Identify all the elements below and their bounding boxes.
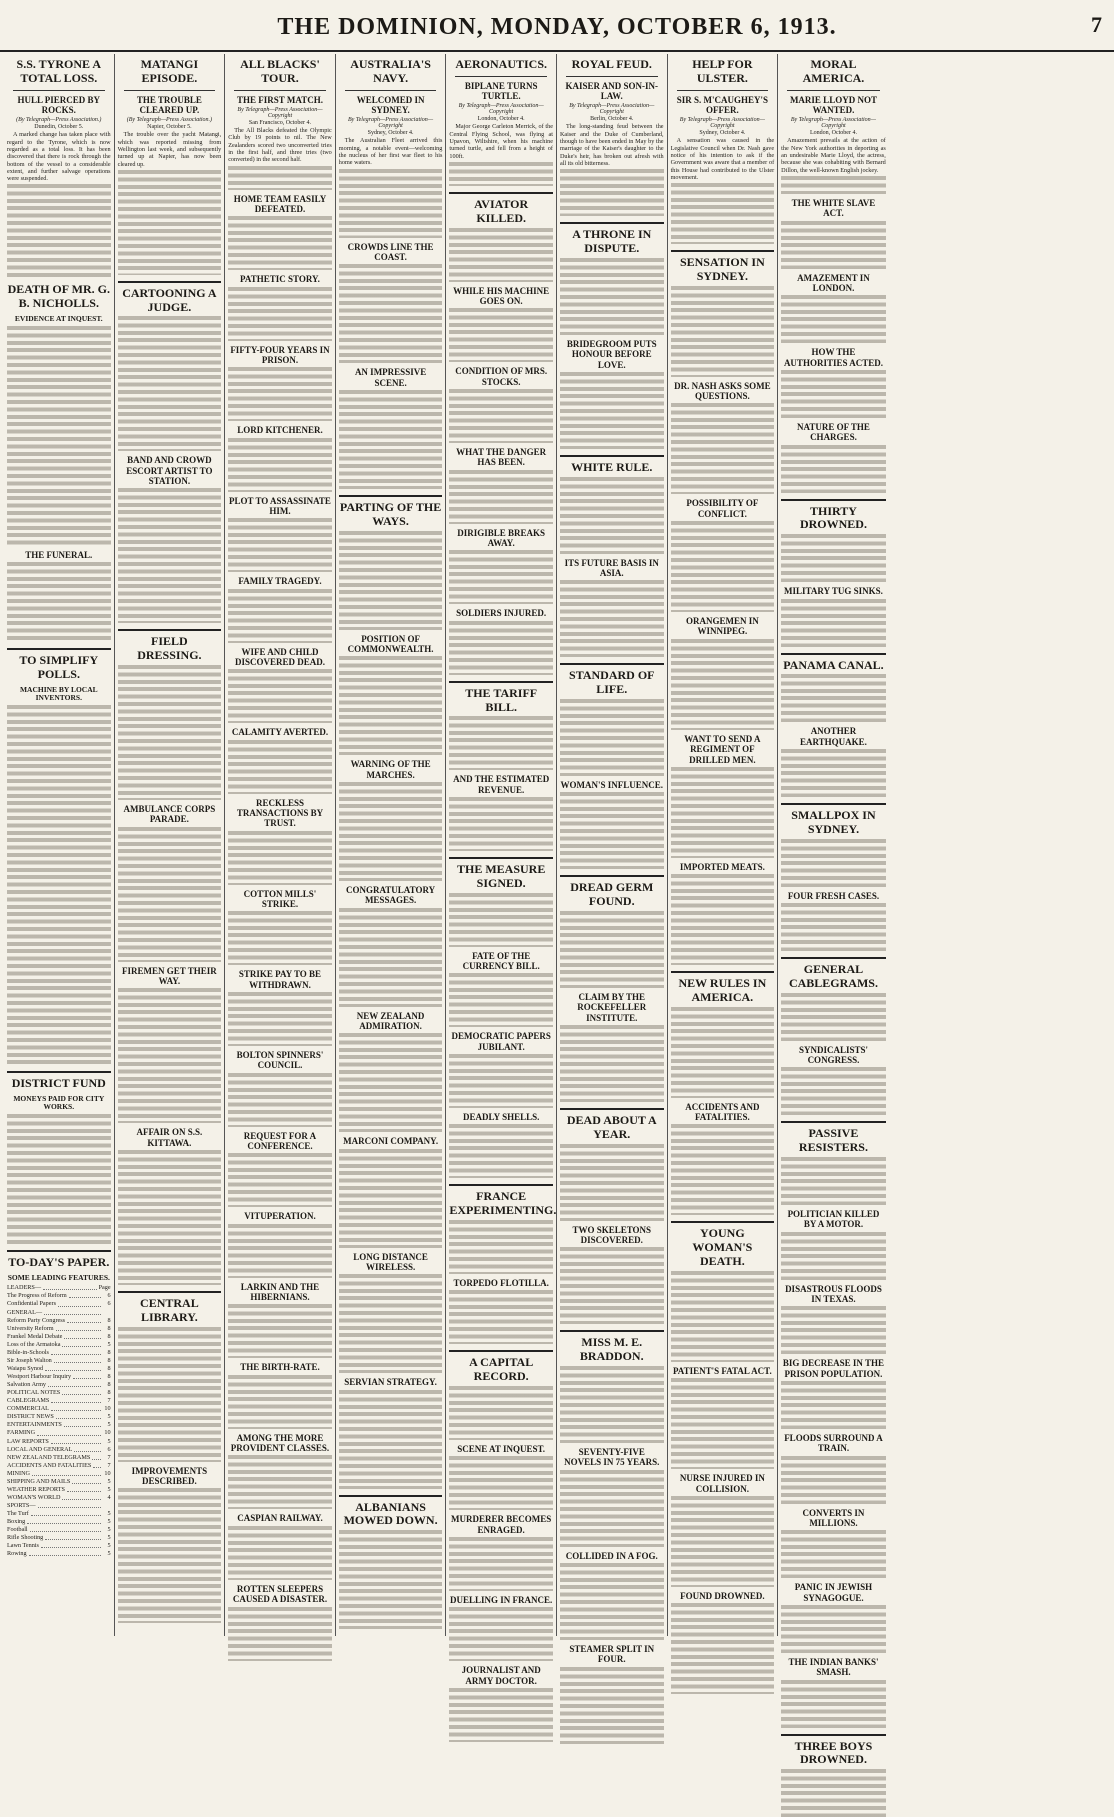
index-row bbox=[7, 1333, 111, 1341]
index-page: 5 bbox=[107, 1518, 111, 1526]
index-page: 6 bbox=[107, 1300, 111, 1308]
credit-line: By Telegraph—Press Association—Copyright bbox=[790, 117, 877, 130]
subheadline: PANAMA CANAL. bbox=[783, 657, 884, 672]
dateline: London, October 4. bbox=[477, 116, 525, 123]
index-row bbox=[7, 1357, 111, 1365]
index-page: 8 bbox=[107, 1348, 111, 1356]
index-row bbox=[7, 1365, 111, 1373]
subheadline: SIR S. M'CAUGHEY'S OFFER. bbox=[676, 94, 768, 115]
index-label: Westport Harbour Inquiry bbox=[7, 1373, 72, 1381]
subheadline: STANDARD OF LIFE. bbox=[569, 668, 655, 697]
subheadline: WELCOMED IN SYDNEY. bbox=[356, 94, 425, 115]
index-row bbox=[7, 1534, 111, 1542]
index-label: Sir Joseph Walton bbox=[7, 1356, 52, 1364]
subheadline: SYNDICALISTS' CONGRESS. bbox=[798, 1044, 868, 1065]
subheadline: SOME LEADING FEATURES. bbox=[7, 1272, 110, 1282]
subheadline: FRANCE EXPERIMENTING. bbox=[449, 1189, 557, 1218]
headline: DISTRICT FUND bbox=[11, 1075, 106, 1090]
index-page: 10 bbox=[104, 1469, 111, 1477]
index-row bbox=[7, 1438, 111, 1446]
subheadline: A CAPITAL RECORD. bbox=[469, 1355, 534, 1384]
index-row bbox=[7, 1405, 111, 1413]
subheadline: THE BIRTH-RATE. bbox=[240, 1362, 320, 1373]
subheadline: FATE OF THE CURRENCY BILL. bbox=[462, 950, 540, 971]
index-page: 8 bbox=[107, 1332, 111, 1340]
index-row bbox=[7, 1429, 111, 1437]
index-label: The Turf bbox=[7, 1510, 29, 1518]
headline: MORAL AMERICA. bbox=[802, 57, 865, 85]
credit-line: By Telegraph—Press Association—Copyright bbox=[237, 106, 323, 119]
index-row bbox=[7, 1462, 111, 1470]
subheadline: STRIKE PAY TO BE WITHDRAWN. bbox=[238, 969, 322, 990]
subheadline: CENTRAL LIBRARY. bbox=[140, 1296, 199, 1324]
index-page: 5 bbox=[107, 1534, 111, 1542]
lead-paragraph: The long-standing feud between the Kaiser and the Duke of Cumberland, though to have been ended in May by the marriage of the Kaiser's daughter to the Duke's heir, has broken out afresh with all its old bitterness. bbox=[559, 123, 664, 168]
subheadline: HOME TEAM EASILY DEFEATED. bbox=[233, 193, 327, 214]
subheadline: TORPEDO FLOTILLA. bbox=[453, 1277, 549, 1288]
subheadline: ACCIDENTS AND FATALITIES. bbox=[685, 1101, 760, 1123]
subheadline: MONEYS PAID FOR CITY WORKS. bbox=[13, 1093, 105, 1112]
index-page: 7 bbox=[107, 1453, 111, 1461]
index-label: Rowing bbox=[7, 1550, 27, 1558]
subheadline: REQUEST FOR A CONFERENCE. bbox=[243, 1130, 317, 1152]
credit-line: By Telegraph—Press Association—Copyright bbox=[569, 103, 655, 116]
index-row bbox=[7, 1454, 111, 1462]
subheadline: WHILE HIS MACHINE GOES ON. bbox=[453, 285, 550, 306]
index-page: 5 bbox=[107, 1510, 111, 1518]
subheadline: ORANGEMEN IN WINNIPEG. bbox=[685, 616, 759, 637]
index-label: FARMING bbox=[7, 1429, 36, 1437]
subheadline: ANOTHER EARTHQUAKE. bbox=[799, 726, 867, 747]
dateline: Sydney, October 4. bbox=[367, 130, 414, 137]
subheadline: SEVENTY-FIVE NOVELS IN 75 YEARS. bbox=[564, 1446, 660, 1468]
index-label: GENERAL— bbox=[7, 1308, 43, 1316]
dateline: Dunedin, October 5. bbox=[34, 124, 84, 131]
index-row bbox=[7, 1446, 111, 1454]
subheadline: HULL PIERCED BY ROCKS. bbox=[17, 94, 101, 115]
credit-line: (By Telegraph—Press Association.) bbox=[126, 117, 213, 124]
subheadline: COTTON MILLS' STRIKE. bbox=[243, 888, 317, 909]
subheadline: AFFAIR ON S.S. KITTAWA. bbox=[136, 1127, 203, 1148]
subheadline: NEW ZEALAND ADMIRATION. bbox=[356, 1010, 425, 1031]
index-page: 7 bbox=[107, 1397, 111, 1405]
subheadline: PASSIVE RESISTERS. bbox=[798, 1126, 868, 1155]
headline: AUSTRALIA'S NAVY. bbox=[350, 57, 431, 85]
headline: ALL BLACKS' TOUR. bbox=[240, 57, 320, 85]
lead-paragraph: The All Blacks defeated the Olympic Club by 19 points to nil. The New Zealanders scored two unconverted tries in the first half, and three tries (two converted) in the second half. bbox=[228, 126, 332, 164]
subheadline: PARTING OF THE WAYS. bbox=[339, 499, 442, 528]
subheadline: SENSATION IN SYDNEY. bbox=[679, 255, 765, 283]
subheadline: MARCONI COMPANY. bbox=[343, 1136, 439, 1147]
subheadline: THIRTY DROWNED. bbox=[799, 503, 867, 532]
index-label: NEW ZEALAND TELEGRAMS bbox=[7, 1453, 91, 1461]
column-2 bbox=[115, 54, 226, 1636]
newspaper-title: THE DOMINION, MONDAY, OCTOBER 6, 1913. bbox=[277, 14, 837, 40]
subheadline: THE FIRST MATCH. bbox=[237, 94, 323, 105]
index-label: Football bbox=[7, 1526, 28, 1534]
index-row bbox=[7, 1510, 111, 1518]
index-row bbox=[7, 1325, 111, 1333]
credit-line: By Telegraph—Press Association—Copyright bbox=[458, 103, 544, 116]
column-8 bbox=[778, 54, 889, 1767]
index-row bbox=[7, 1486, 111, 1494]
index-label: The Progress of Reform bbox=[7, 1292, 67, 1300]
subheadline: CONVERTS IN MILLIONS. bbox=[802, 1507, 865, 1528]
subheadline: THE MEASURE SIGNED. bbox=[456, 862, 546, 890]
subheadline: KAISER AND SON-IN-LAW. bbox=[565, 80, 659, 102]
subheadline: MURDERER BECOMES ENRAGED. bbox=[451, 1514, 552, 1535]
index-row bbox=[7, 1349, 111, 1357]
index-label: ENTERTAINMENTS bbox=[7, 1421, 62, 1429]
subheadline: THE FUNERAL. bbox=[25, 549, 93, 560]
index-label: Waiapu Synod bbox=[7, 1364, 44, 1372]
subheadline: LORD KITCHENER. bbox=[237, 425, 323, 436]
index-label: COMMERCIAL bbox=[7, 1405, 49, 1413]
credit-line: (By Telegraph—Press Association.) bbox=[16, 117, 102, 124]
dateline: Berlin, October 4. bbox=[590, 116, 634, 123]
subheadline: MILITARY TUG SINKS. bbox=[784, 586, 883, 597]
index-page: 8 bbox=[107, 1381, 111, 1389]
subheadline: FIELD DRESSING. bbox=[137, 634, 202, 663]
index-label: Rifle Shooting bbox=[7, 1534, 44, 1542]
subheadline: SERVIAN STRATEGY. bbox=[344, 1377, 437, 1388]
lead-paragraph: A marked change has taken place with regard to the Tyrone, which is now regarded as a total loss. It has been discovered that there is rock through the bottom of the vessel to a considerable extent, and further salvage operations were suspended. bbox=[7, 131, 111, 183]
index-label: Confidential Papers bbox=[7, 1300, 56, 1308]
subheadline: FLOODS SURROUND A TRAIN. bbox=[784, 1432, 883, 1454]
subheadline: ITS FUTURE BASIS IN ASIA. bbox=[564, 557, 659, 579]
subheadline: CASPIAN RAILWAY. bbox=[237, 1513, 323, 1524]
index-row bbox=[7, 1470, 111, 1478]
subheadline: PATIENT'S FATAL ACT. bbox=[672, 1365, 772, 1376]
lead-paragraph: Amazement prevails at the action of the New York authorities in deporting as an undesirable Marie Lloyd, the actress, because she was cohabiting with Bernard Dillon, the well-known English jockey. bbox=[781, 137, 886, 174]
subheadline: RECKLESS TRANSACTIONS BY TRUST. bbox=[236, 797, 324, 829]
index-row bbox=[7, 1494, 111, 1502]
index-row bbox=[7, 1300, 111, 1308]
index-page: 10 bbox=[104, 1405, 111, 1413]
subheadline: PATHETIC STORY. bbox=[240, 274, 320, 285]
subheadline: POSITION OF COMMONWEALTH. bbox=[347, 633, 434, 654]
index-row bbox=[7, 1542, 111, 1550]
headline: MATANGI EPISODE. bbox=[140, 57, 199, 85]
subheadline: ALBANIANS MOWED DOWN. bbox=[343, 1499, 438, 1528]
index-label: WOMAN'S WORLD bbox=[7, 1493, 61, 1501]
subheadline: DEMOCRATIC PAPERS JUBILANT. bbox=[451, 1031, 551, 1052]
index-page: 5 bbox=[107, 1550, 111, 1558]
subheadline: AND THE ESTIMATED REVENUE. bbox=[453, 774, 550, 795]
subheadline: IMPORTED MEATS. bbox=[679, 861, 765, 872]
index-row bbox=[7, 1373, 111, 1381]
subheadline: DEAD ABOUT A YEAR. bbox=[566, 1113, 657, 1141]
subheadline: EVIDENCE AT INQUEST. bbox=[14, 314, 103, 324]
index-page: Page bbox=[98, 1284, 111, 1292]
subheadline: THE WHITE SLAVE ACT. bbox=[791, 197, 876, 219]
subheadline: DIRIGIBLE BREAKS AWAY. bbox=[457, 527, 546, 549]
index-row bbox=[7, 1518, 111, 1526]
index-page bbox=[103, 1309, 111, 1317]
index-row bbox=[7, 1526, 111, 1534]
dateline: Napier, October 5. bbox=[147, 124, 192, 131]
subheadline: ROTTEN SLEEPERS CAUSED A DISASTER. bbox=[232, 1583, 328, 1605]
index-page: 5 bbox=[107, 1485, 111, 1493]
index-page: 5 bbox=[107, 1437, 111, 1445]
subheadline: GENERAL CABLEGRAMS. bbox=[788, 961, 878, 990]
index-row bbox=[7, 1502, 111, 1510]
subheadline: AMBULANCE CORPS PARADE. bbox=[123, 804, 216, 825]
column-7 bbox=[668, 54, 779, 1636]
index-page: 5 bbox=[107, 1477, 111, 1485]
index-label: LOCAL AND GENERAL bbox=[7, 1445, 73, 1453]
index-page: 5 bbox=[107, 1526, 111, 1534]
columns bbox=[4, 54, 1110, 1767]
index-page: 8 bbox=[107, 1324, 111, 1332]
index-row bbox=[7, 1413, 111, 1421]
subheadline: PLOT TO ASSASSINATE HIM. bbox=[229, 495, 331, 516]
subheadline: WIFE AND CHILD DISCOVERED DEAD. bbox=[234, 646, 325, 667]
index-label: ACCIDENTS AND FATALITIES bbox=[7, 1461, 92, 1469]
subheadline: FAMILY TRAGEDY. bbox=[238, 576, 322, 587]
subheadline: YOUNG WOMAN'S DEATH. bbox=[692, 1226, 753, 1269]
subheadline: CARTOONING A JUDGE. bbox=[122, 285, 217, 314]
subheadline: HOW THE AUTHORITIES ACTED. bbox=[783, 347, 883, 368]
index-row bbox=[7, 1381, 111, 1389]
subheadline: CONDITION OF MRS. STOCKS. bbox=[455, 366, 548, 387]
index-row bbox=[7, 1292, 111, 1300]
subheadline: STEAMER SPLIT IN FOUR. bbox=[569, 1643, 655, 1665]
subheadline: MACHINE BY LOCAL INVENTORS. bbox=[19, 684, 98, 703]
masthead bbox=[0, 0, 1114, 52]
index-label: Reform Party Congress bbox=[7, 1316, 66, 1324]
dateline: San Francisco, October 4. bbox=[248, 119, 312, 126]
subheadline: WANT TO SEND A REGIMENT OF DRILLED MEN. bbox=[684, 733, 761, 765]
dateline: London, October 4. bbox=[809, 130, 857, 137]
index-label: MINING bbox=[7, 1469, 31, 1477]
index-label: WEATHER REPORTS bbox=[7, 1485, 65, 1493]
headline: AERONAUTICS. bbox=[455, 57, 548, 71]
subheadline: POLITICIAN KILLED BY A MOTOR. bbox=[787, 1208, 880, 1230]
index-page: 8 bbox=[107, 1373, 111, 1381]
subheadline: FOUR FRESH CASES. bbox=[787, 890, 880, 901]
index-page: 10 bbox=[104, 1429, 111, 1437]
subheadline: CLAIM BY THE ROCKEFELLER INSTITUTE. bbox=[577, 992, 647, 1023]
subheadline: WARNING OF THE MARCHES. bbox=[350, 759, 431, 780]
column-3 bbox=[225, 54, 336, 1636]
subheadline: DREAD GERM FOUND. bbox=[570, 880, 654, 909]
subheadline: THE TROUBLE CLEARED UP. bbox=[136, 94, 202, 115]
subheadline: DEADLY SHELLS. bbox=[462, 1111, 540, 1122]
index-page: 5 bbox=[107, 1542, 111, 1550]
subheadline: FIFTY-FOUR YEARS IN PRISON. bbox=[230, 344, 330, 365]
credit-line: By Telegraph—Press Association—Copyright bbox=[679, 117, 765, 130]
lead-paragraph: Major George Carleton Merrick, of the Central Flying School, was flying at Upavon, Wiltshire, when his machine turned turtle, and fell from a height of 100ft. bbox=[449, 123, 553, 160]
index-row bbox=[7, 1317, 111, 1325]
subheadline: BOLTON SPINNERS' COUNCIL. bbox=[236, 1050, 324, 1071]
index-page: 5 bbox=[107, 1421, 111, 1429]
subheadline: FOUND DROWNED. bbox=[680, 1590, 765, 1601]
subheadline: CALAMITY AVERTED. bbox=[231, 727, 329, 738]
index-label: Lawn Tennis bbox=[7, 1542, 39, 1550]
subheadline: BRIDEGROOM PUTS HONOUR BEFORE LOVE. bbox=[566, 338, 657, 370]
index-page: 8 bbox=[107, 1364, 111, 1372]
index-label: Boxing bbox=[7, 1518, 26, 1526]
index-label: SPORTS— bbox=[7, 1502, 36, 1510]
subheadline: AVIATOR KILLED. bbox=[474, 197, 529, 225]
subheadline: NEW RULES IN AMERICA. bbox=[678, 976, 767, 1004]
subheadline: AMAZEMENT IN LONDON. bbox=[797, 272, 870, 293]
index-row bbox=[7, 1389, 111, 1397]
subheadline: LARKIN AND THE HIBERNIANS. bbox=[240, 1281, 320, 1303]
column-4 bbox=[336, 54, 447, 1636]
index-label: LAW REPORTS bbox=[7, 1437, 49, 1445]
index-label: Salvation Army bbox=[7, 1381, 47, 1389]
index-page: 8 bbox=[107, 1356, 111, 1364]
subheadline: NURSE INJURED IN COLLISION. bbox=[679, 1473, 765, 1494]
index-page: 5 bbox=[107, 1340, 111, 1348]
subheadline: COLLIDED IN A FOG. bbox=[565, 1550, 658, 1561]
subheadline: SCENE AT INQUEST. bbox=[457, 1443, 546, 1454]
subheadline: DISASTROUS FLOODS IN TEXAS. bbox=[785, 1283, 882, 1304]
subheadline: BAND AND CROWD ESCORT ARTIST TO STATION. bbox=[126, 455, 213, 487]
index-label: Frankel Medal Debate bbox=[7, 1332, 63, 1340]
index-row bbox=[7, 1309, 111, 1317]
index-row bbox=[7, 1397, 111, 1405]
dateline: Sydney, October 4. bbox=[699, 130, 746, 137]
index-label: University Reform bbox=[7, 1324, 54, 1332]
subheadline: NATURE OF THE CHARGES. bbox=[797, 421, 870, 443]
subheadline: DUELLING IN FRANCE. bbox=[450, 1594, 553, 1605]
index-row bbox=[7, 1284, 111, 1292]
index-label: DISTRICT NEWS bbox=[7, 1413, 54, 1421]
index-row bbox=[7, 1341, 111, 1349]
headline: HELP FOR ULSTER. bbox=[692, 57, 753, 85]
subheadline: WHAT THE DANGER HAS BEEN. bbox=[456, 447, 547, 468]
page-number: 7 bbox=[1091, 12, 1102, 37]
index-page: 6 bbox=[107, 1445, 111, 1453]
subheadline: LONG DISTANCE WIRELESS. bbox=[353, 1251, 428, 1272]
column-6 bbox=[557, 54, 668, 1665]
subheadline: TWO SKELETONS DISCOVERED. bbox=[572, 1224, 652, 1245]
subheadline: THE TARIFF BILL. bbox=[465, 685, 538, 714]
subheadline: BIPLANE TURNS TURTLE. bbox=[464, 80, 538, 102]
index-page bbox=[103, 1502, 111, 1510]
headline: DEATH OF MR. G. B. NICHOLLS. bbox=[7, 282, 110, 311]
subheadline: WOMAN'S INFLUENCE. bbox=[560, 780, 664, 791]
subheadline: THREE BOYS DROWNED. bbox=[794, 1738, 873, 1767]
subheadline: WHITE RULE. bbox=[571, 459, 653, 474]
subheadline: CROWDS LINE THE COAST. bbox=[347, 241, 434, 262]
subheadline: AN IMPRESSIVE SCENE. bbox=[354, 367, 427, 388]
subheadline: AMONG THE MORE PROVIDENT CLASSES. bbox=[230, 1432, 330, 1454]
headline: TO-DAY'S PAPER. bbox=[8, 1254, 110, 1269]
subheadline: THE INDIAN BANKS' SMASH. bbox=[788, 1656, 879, 1678]
subheadline: PANIC IN JEWISH SYNAGOGUE. bbox=[794, 1582, 873, 1603]
subheadline: CONGRATULATORY MESSAGES. bbox=[345, 884, 436, 906]
subheadline: SOLDIERS INJURED. bbox=[456, 608, 547, 619]
subheadline: A THRONE IN DISPUTE. bbox=[572, 227, 652, 256]
index-label: POLITICAL NOTES bbox=[7, 1389, 61, 1397]
index-label: SHIPPING AND MAILS bbox=[7, 1477, 71, 1485]
lead-paragraph: The trouble over the yacht Matangi, which was reported missing from Wellington last week, and subsequently turned up at Napier, has now been cleared up. bbox=[117, 131, 222, 168]
index-row bbox=[7, 1550, 111, 1558]
subheadline: MISS M. E. BRADDON. bbox=[579, 1335, 644, 1364]
index-row bbox=[7, 1421, 111, 1429]
subheadline: IMPROVEMENTS DESCRIBED. bbox=[131, 1465, 208, 1487]
headline: ROYAL FEUD. bbox=[571, 57, 652, 71]
credit-line: By Telegraph—Press Association—Copyright bbox=[348, 117, 434, 130]
lead-paragraph: The Australian Fleet arrived this morning, a notable event—welcoming the nucleus of her first war fleet to his home waters. bbox=[338, 137, 443, 167]
index-page: 7 bbox=[107, 1461, 111, 1469]
column-1 bbox=[4, 54, 115, 1636]
subheadline: BIG DECREASE IN THE PRISON POPULATION. bbox=[782, 1358, 885, 1379]
lead-paragraph: A sensation was caused in the Legislative Council when Dr. Nash gave notice of his intention to ask if the Government was aware that a member of this House had contributed to the Ulster movement. bbox=[670, 137, 775, 181]
subheadline: POSSIBILITY OF CONFLICT. bbox=[686, 498, 759, 519]
subheadline: VITUPERATION. bbox=[244, 1211, 316, 1222]
index-row bbox=[7, 1478, 111, 1486]
index-page: 5 bbox=[107, 1413, 111, 1421]
index-page: 6 bbox=[107, 1292, 111, 1300]
subheadline: JOURNALIST AND ARMY DOCTOR. bbox=[461, 1665, 541, 1686]
index-label: Loss of the Armatoka bbox=[7, 1340, 61, 1348]
headline: S.S. TYRONE A TOTAL LOSS. bbox=[16, 57, 102, 85]
index-label: LEADERS— bbox=[7, 1284, 42, 1292]
index-label: CABLEGRAMS bbox=[7, 1397, 50, 1405]
subheadline: SMALLPOX IN SYDNEY. bbox=[791, 808, 876, 836]
index-page: 8 bbox=[107, 1316, 111, 1324]
subheadline: MARIE LLOYD NOT WANTED. bbox=[789, 94, 877, 115]
column-5 bbox=[446, 54, 557, 1686]
index-page: 8 bbox=[107, 1389, 111, 1397]
index-label: Bible-in-Schools bbox=[7, 1348, 49, 1356]
subheadline: DR. NASH ASKS SOME QUESTIONS. bbox=[674, 380, 771, 402]
index-page: 4 bbox=[107, 1493, 111, 1501]
subheadline: FIREMEN GET THEIR WAY. bbox=[122, 965, 217, 987]
features-index bbox=[7, 1284, 111, 1558]
headline: TO SIMPLIFY POLLS. bbox=[19, 653, 99, 681]
